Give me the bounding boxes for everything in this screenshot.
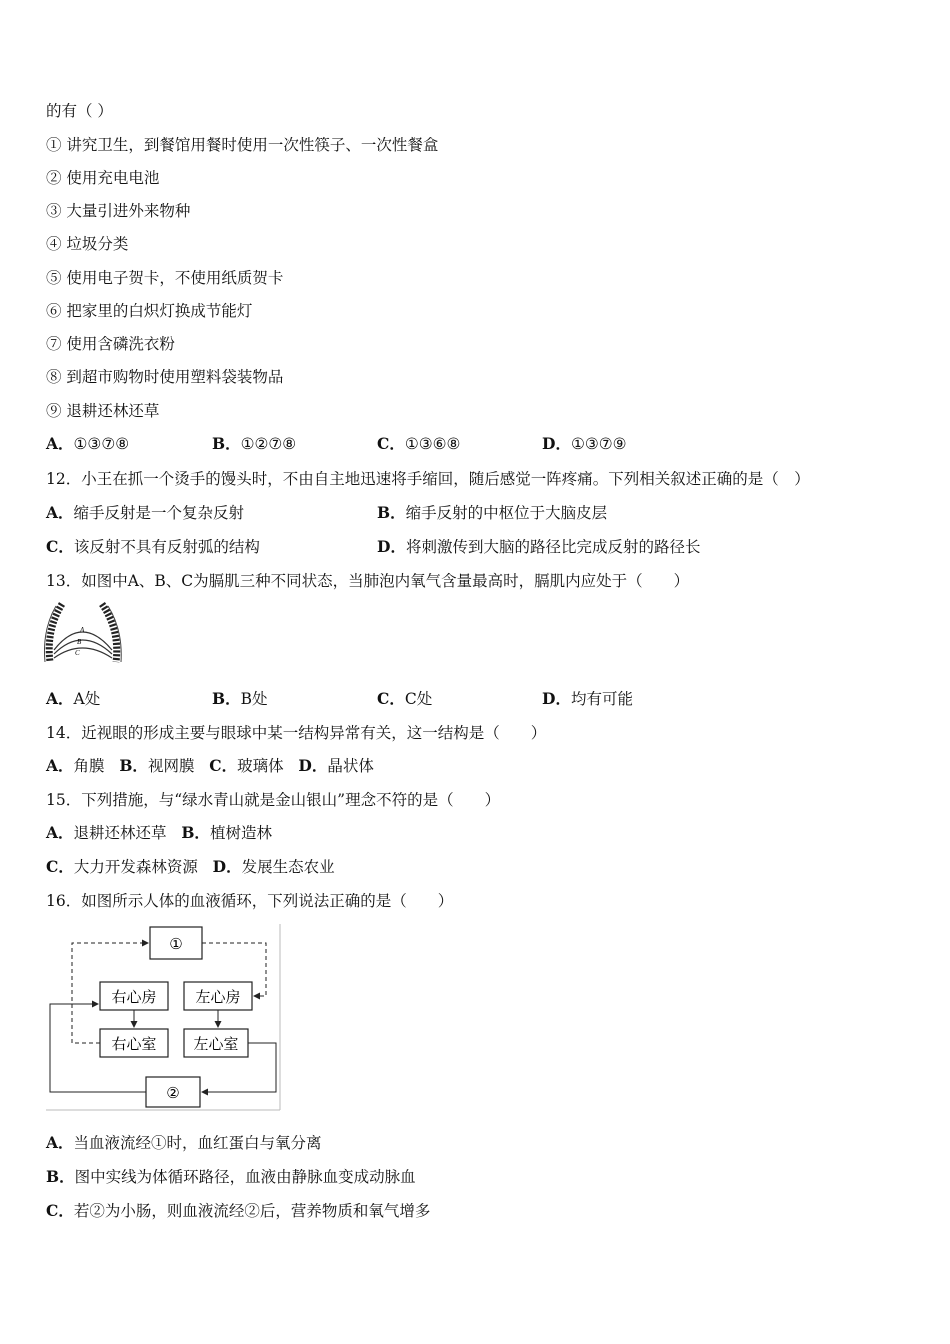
option-label: B． xyxy=(377,503,406,522)
option-label: D． xyxy=(298,756,328,775)
diaphragm-figure xyxy=(44,600,122,666)
q12-option-c[interactable] xyxy=(46,537,260,557)
option-label: D． xyxy=(212,857,242,876)
option-text: A处 xyxy=(73,690,101,708)
label-b: B xyxy=(77,638,82,646)
option-text: 将刺激传到大脑的路径比完成反射的路径长 xyxy=(405,538,701,556)
option-label: A． xyxy=(46,823,74,842)
right-ventricle-label: 右心室 xyxy=(111,1035,157,1053)
option-label: A． xyxy=(46,756,74,775)
q11-item-9: ⑨ 退耕还林还草 xyxy=(46,402,160,420)
option-text: 均有可能 xyxy=(570,690,633,708)
option-text: 缩手反射是一个复杂反射 xyxy=(73,504,245,522)
q16-option-a[interactable] xyxy=(46,1133,322,1153)
q13-option-c[interactable] xyxy=(377,689,432,709)
diaphragm-curve-b xyxy=(54,640,112,654)
diaphragm-curve-c xyxy=(54,648,112,658)
q11-item-6: ⑥ 把家里的白炽灯换成节能灯 xyxy=(46,302,253,320)
option-label: A． xyxy=(46,1133,74,1152)
q16-stem: 16．如图所示人体的血液循环，下列说法正确的是（ ） xyxy=(46,892,454,910)
q16-option-c[interactable] xyxy=(46,1201,430,1221)
option-text: 若②为小肠，则血液流经②后，营养物质和氧气增多 xyxy=(73,1202,431,1220)
q12-stem: 12．小王在抓一个烫手的馒头时，不由自主地迅速将手缩回，随后感觉一阵疼痛。下列相关叙述正确的是（ ） xyxy=(46,470,810,488)
q13-option-d[interactable] xyxy=(542,689,633,709)
q15-options-row2 xyxy=(46,857,335,877)
q14-option-b[interactable] xyxy=(119,757,194,775)
option-label: B． xyxy=(119,756,148,775)
option-text: C处 xyxy=(404,690,433,708)
q11-item-1: ① 讲究卫生，到餐馆用餐时使用一次性筷子、一次性餐盒 xyxy=(46,136,439,154)
q13-stem: 13．如图中A、B、C为膈肌三种不同状态，当肺泡内氧气含量最高时，膈肌内应处于（ ） xyxy=(46,572,690,590)
q11-item-7: ⑦ 使用含磷洗衣粉 xyxy=(46,335,175,353)
q13-option-a[interactable] xyxy=(46,689,100,709)
q12-option-d[interactable] xyxy=(377,537,700,557)
option-label: B． xyxy=(212,689,241,708)
option-label: C． xyxy=(46,537,74,556)
q15-option-c[interactable] xyxy=(46,858,198,876)
q11-item-8: ⑧ 到超市购物时使用塑料袋装物品 xyxy=(46,368,284,386)
q11-item-2: ② 使用充电电池 xyxy=(46,169,160,187)
option-text: ①③⑦⑨ xyxy=(570,435,627,453)
q11-item-3: ③ 大量引进外来物种 xyxy=(46,202,191,220)
left-atrium-label: 左心房 xyxy=(195,988,241,1006)
option-label: C． xyxy=(377,689,405,708)
option-label: A． xyxy=(46,503,74,522)
option-label: D． xyxy=(542,434,571,453)
right-atrium-label: 右心房 xyxy=(111,988,157,1006)
q15-option-b[interactable] xyxy=(181,824,272,842)
option-text: 视网膜 xyxy=(147,757,195,775)
option-text: 角膜 xyxy=(73,757,105,775)
option-text: ①③⑥⑧ xyxy=(404,435,461,453)
q12-option-a[interactable] xyxy=(46,503,244,523)
q11-stem-tail: 的有（ ） xyxy=(46,102,113,120)
q14-option-d[interactable] xyxy=(298,757,373,775)
rib-cage-left xyxy=(44,604,62,662)
q15-options-row1 xyxy=(46,823,272,843)
q14-option-c[interactable] xyxy=(209,757,283,775)
q11-item-4: ④ 垃圾分类 xyxy=(46,235,129,253)
option-label: B． xyxy=(46,1167,75,1186)
node-1-label: ① xyxy=(169,935,183,953)
option-text: 晶状体 xyxy=(327,757,374,775)
q15-stem: 15．下列措施，与“绿水青山就是金山银山”理念不符的是（ ） xyxy=(46,791,501,809)
option-label: A． xyxy=(46,434,74,453)
q14-options xyxy=(46,756,374,776)
q14-option-a[interactable] xyxy=(46,757,105,775)
option-label: C． xyxy=(377,434,405,453)
option-text: B处 xyxy=(240,690,268,708)
option-label: C． xyxy=(209,756,238,775)
option-text: 大力开发森林资源 xyxy=(73,858,198,876)
q15-option-d[interactable] xyxy=(213,858,335,876)
option-text: 当血液流经①时，血红蛋白与氧分离 xyxy=(73,1134,322,1152)
option-label: A． xyxy=(46,689,74,708)
option-text: ①③⑦⑧ xyxy=(73,435,130,453)
option-text: 退耕还林还草 xyxy=(73,824,167,842)
option-label: D． xyxy=(377,537,406,556)
label-c: C xyxy=(75,649,80,657)
label-a: A xyxy=(80,626,85,634)
q15-option-a[interactable] xyxy=(46,824,167,842)
q14-stem: 14．近视眼的形成主要与眼球中某一结构异常有关，这一结构是（ ） xyxy=(46,724,547,742)
q11-option-a[interactable] xyxy=(46,434,129,454)
option-text: ①②⑦⑧ xyxy=(240,435,297,453)
option-label: C． xyxy=(46,1201,74,1220)
q11-option-c[interactable] xyxy=(377,434,460,454)
q13-option-b[interactable] xyxy=(212,689,268,709)
q16-option-b[interactable] xyxy=(46,1167,416,1187)
option-text: 缩手反射的中枢位于大脑皮层 xyxy=(405,504,608,522)
option-label: C． xyxy=(46,857,74,876)
option-label: D． xyxy=(542,689,571,708)
option-text: 玻璃体 xyxy=(237,757,284,775)
q11-option-d[interactable] xyxy=(542,434,627,454)
option-label: B． xyxy=(181,823,210,842)
q11-option-b[interactable] xyxy=(212,434,296,454)
option-text: 该反射不具有反射弧的结构 xyxy=(73,538,260,556)
option-text: 图中实线为体循环路径，血液由静脉血变成动脉血 xyxy=(74,1168,416,1186)
node-2-label: ② xyxy=(166,1084,180,1102)
q11-item-5: ⑤ 使用电子贺卡，不使用纸质贺卡 xyxy=(46,269,284,287)
left-ventricle-label: 左心室 xyxy=(193,1035,239,1053)
q12-option-b[interactable] xyxy=(377,503,607,523)
option-text: 植树造林 xyxy=(209,824,272,842)
blood-circulation-diagram xyxy=(44,922,284,1114)
option-text: 发展生态农业 xyxy=(241,858,335,876)
option-label: B． xyxy=(212,434,241,453)
